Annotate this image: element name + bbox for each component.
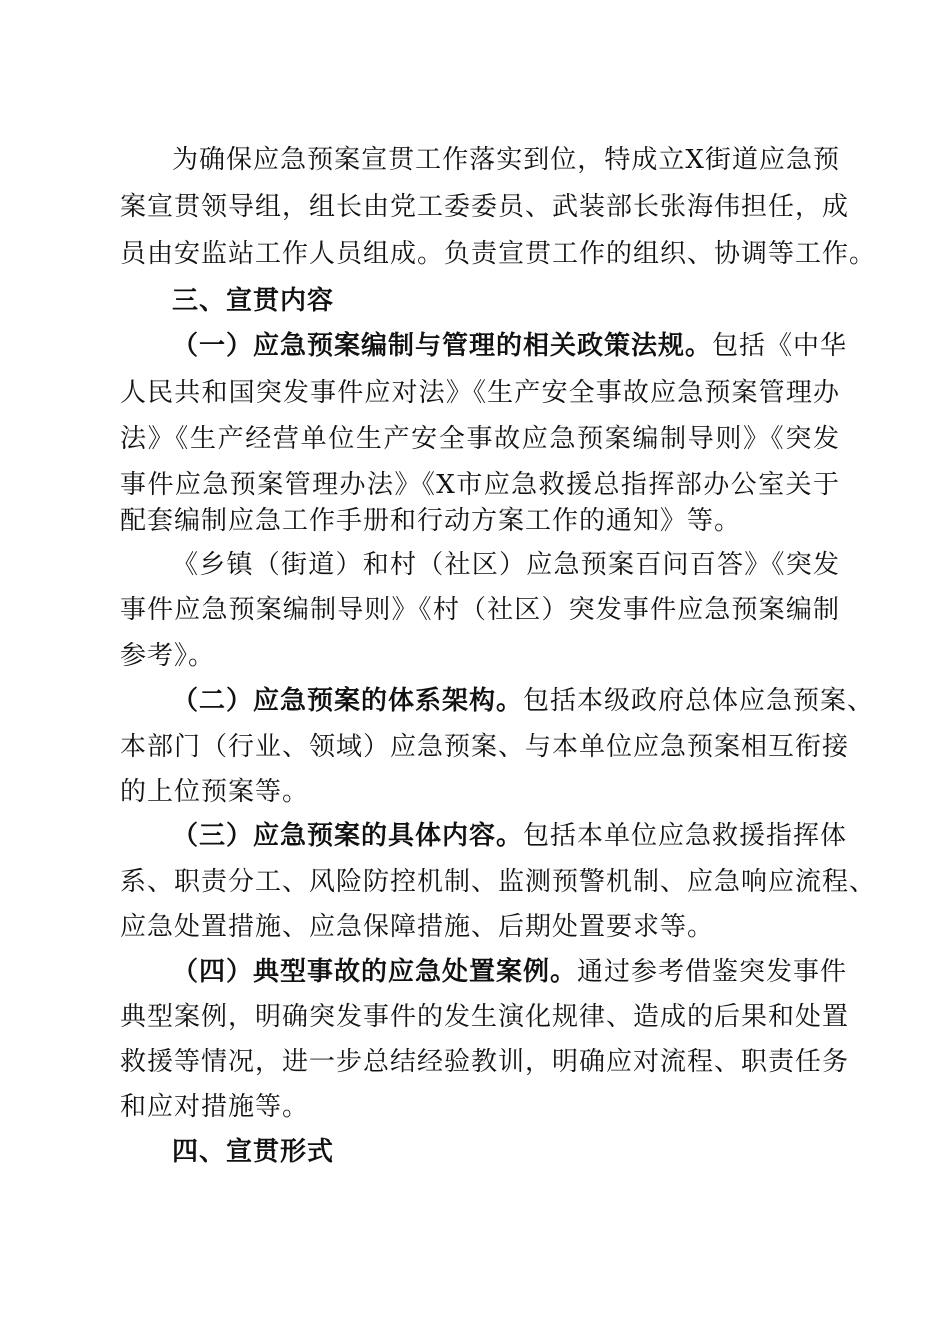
paragraph-5-line-3: 应急处置措施、应急保障措施、后期处置要求等。 <box>120 912 715 942</box>
paragraph-1-line-3: 员由安监站工作人员组成。负责宣贯工作的组织、协调等工作。 <box>120 239 877 269</box>
paragraph-5-line-2: 系、职责分工、风险防控机制、监测预警机制、应急响应流程、 <box>120 867 877 897</box>
paragraph-6-line-2: 典型案例，明确突发事件的发生演化规律、造成的后果和处置 <box>120 1002 850 1032</box>
paragraph-4-lead: （二）应急预案的体系架构。 <box>172 686 524 716</box>
paragraph-2-line-4: 事件应急预案管理办法》《X市应急救援总指挥部办公室关于 <box>120 470 840 500</box>
paragraph-2-line-5: 配套编制应急工作手册和行动方案工作的通知》等。 <box>120 506 742 536</box>
paragraph-2-line-3: 法》《生产经营单位生产安全事故应急预案编制导则》《突发 <box>120 424 840 454</box>
paragraph-4-line-1 <box>172 678 875 724</box>
paragraph-3-line-1: 《乡镇（街道）和村（社区）应急预案百问百答》《突发 <box>172 550 840 580</box>
paragraph-4-line-1-rest: 包括本级政府总体应急预案、 <box>523 686 875 716</box>
section-heading-4: 四、宣贯形式 <box>172 1137 335 1167</box>
paragraph-5-line-1 <box>172 813 848 859</box>
paragraph-3-line-2: 事件应急预案编制导则》《村（社区）突发事件应急预案编制 <box>120 595 840 625</box>
paragraph-6-lead: （四）典型事故的应急处置案例。 <box>172 957 578 987</box>
paragraph-4-line-3: 的上位预案等。 <box>120 777 310 807</box>
paragraph-2-line-1 <box>172 323 848 369</box>
paragraph-6-line-4: 和应对措施等。 <box>120 1092 310 1122</box>
paragraph-4-line-2: 本部门（行业、领域）应急预案、与本单位应急预案相互衔接 <box>120 732 850 762</box>
paragraph-2-line-2: 人民共和国突发事件应对法》《生产安全事故应急预案管理办 <box>120 378 840 408</box>
paragraph-5-line-1-rest: 包括本单位应急救援指挥体 <box>523 821 848 851</box>
paragraph-6-line-1-rest: 通过参考借鉴突发事件 <box>577 957 848 987</box>
paragraph-6-line-1 <box>172 949 848 995</box>
paragraph-1-line-2: 案宣贯领导组，组长由党工委委员、武装部长张海伟担任，成 <box>120 192 850 222</box>
paragraph-2-line-1-rest: 包括《中华 <box>712 331 848 361</box>
paragraph-5-lead: （三）应急预案的具体内容。 <box>172 821 524 851</box>
paragraph-3-line-3: 参考》。 <box>120 641 216 671</box>
paragraph-6-line-3: 救援等情况，进一步总结经验教训，明确应对流程、职责任务 <box>120 1047 850 1077</box>
section-heading-3: 三、宣贯内容 <box>172 286 335 316</box>
paragraph-1-line-1: 为确保应急预案宣贯工作落实到位，特成立X街道应急预 <box>172 145 840 175</box>
paragraph-2-lead: （一）应急预案编制与管理的相关政策法规。 <box>172 331 713 361</box>
